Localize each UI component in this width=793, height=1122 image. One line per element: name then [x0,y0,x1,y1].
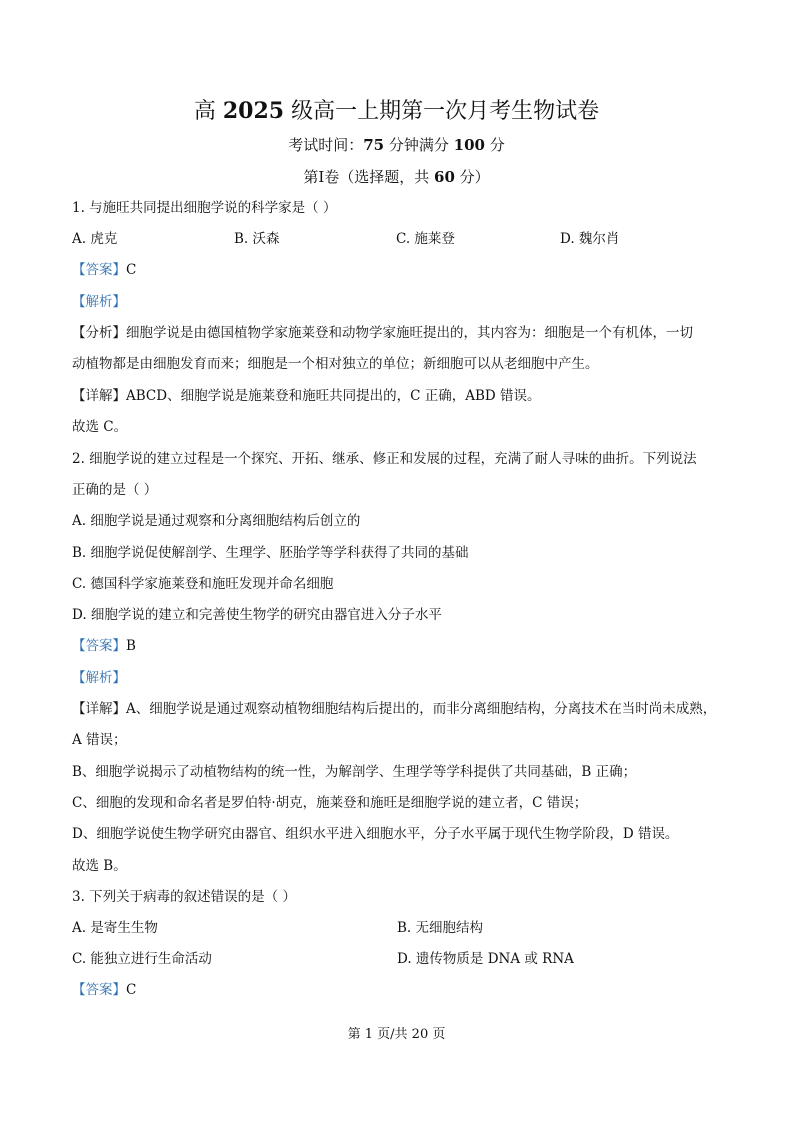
q2-detail-line-3: B、细胞学说揭示了动植物结构的统一性，为解剖学、生理学等学科提供了共同基础，B 正确； [72,764,637,780]
section-heading [0,165,793,189]
q2-option-c: C. 德国科学家施莱登和施旺发现并命名细胞 [72,576,334,592]
fenxi-text: 细胞学说是由德国植物学家施莱登和动物学家施旺提出的，其内容为：细胞是一个有机体，一切 [126,325,693,341]
q1-fenxi-line-2: 动植物都是由细胞发育而来；细胞是一个相对独立的单位；新细胞可以从老细胞中产生。 [72,356,599,372]
question-2-stem-line-1: 2. 细胞学说的建立过程是一个探究、开拓、继承、修正和发展的过程，充满了耐人寻味的曲折。下列说法 [72,451,697,467]
exam-time-info [0,133,793,157]
title-year: 2025 [222,98,285,124]
q1-conclusion: 故选 C。 [72,419,128,435]
title-suffix: 级高一上期第一次月考生物试卷 [284,99,600,124]
q1-option-b: B. 沃森 [234,231,280,247]
section-suffix: 分） [454,168,490,186]
q2-detail-line-2: A 错误； [72,732,127,748]
answer-tag: 【答案】 [72,262,126,278]
answer-value: B [126,638,136,654]
page-footer: 第 1 页/共 20 页 [347,1027,446,1042]
q2-option-b: B. 细胞学说促使解剖学、生理学、胚胎学等学科获得了共同的基础 [72,545,469,561]
detail-text: A、细胞学说是通过观察动植物细胞结构后提出的，而非分离细胞结构，分离技术在当时尚未成熟， [126,701,717,717]
question-2-stem-line-2: 正确的是（ ） [72,482,158,498]
detail-tag: 【详解】 [72,388,126,404]
answer-value: C [126,982,137,998]
q1-option-a: A. 虎克 [72,231,118,247]
total-score: 100 [453,136,485,154]
q2-option-a: A. 细胞学说是通过观察和分离细胞结构后创立的 [72,513,361,529]
q3-option-b: B. 无细胞结构 [397,920,484,936]
q1-detail [72,386,732,406]
q1-answer [72,260,732,280]
q1-fenxi-line-1 [72,323,732,343]
q2-conclusion: 故选 B。 [72,858,127,874]
q2-option-d: D. 细胞学说的建立和完善使生物学的研究由器官进入分子水平 [72,607,442,623]
detail-tag: 【详解】 [72,701,126,717]
time-suffix: 分 [484,136,505,154]
analysis-tag: 【解析】 [72,670,126,686]
answer-tag: 【答案】 [72,638,126,654]
q2-detail-line-5: D、细胞学说使生物学研究由器官、组织水平进入细胞水平，分子水平属于现代生物学阶段，D 错误。 [72,826,679,842]
question-3-stem: 3. 下列关于病毒的叙述错误的是（ ） [72,889,296,905]
q1-option-c: C. 施莱登 [396,231,455,247]
q1-analysis-heading [72,292,732,312]
q3-option-c: C. 能独立进行生命活动 [72,951,212,967]
q2-analysis-heading [72,668,732,688]
q2-detail-line-4: C、细胞的发现和命名者是罗伯特·胡克，施莱登和施旺是细胞学说的建立者，C 错误； [72,795,588,811]
time-mid-text: 分钟满分 [384,136,454,154]
question-1-stem: 1. 与施旺共同提出细胞学说的科学家是（ ） [72,200,337,216]
analysis-tag: 【解析】 [72,294,126,310]
fenxi-tag: 【分析】 [72,325,126,341]
section-score: 60 [434,168,455,186]
page-title [0,96,793,127]
q2-answer [72,636,732,656]
time-minutes: 75 [363,136,385,154]
q1-option-d: D. 魏尔肖 [560,231,620,247]
time-label: 考试时间： [288,136,364,154]
section-prefix: 第Ⅰ卷（选择题，共 [303,168,435,186]
answer-value: C [126,262,137,278]
q2-detail-line-1 [72,699,732,719]
q3-option-d: D. 遗传物质是 DNA 或 RNA [397,951,574,967]
detail-text: ABCD、细胞学说是施莱登和施旺共同提出的，C 正确，ABD 错误。 [126,388,541,404]
q3-option-a: A. 是寄生生物 [72,920,158,936]
q3-answer [72,980,732,1000]
answer-tag: 【答案】 [72,982,126,998]
title-prefix: 高 [193,99,223,124]
